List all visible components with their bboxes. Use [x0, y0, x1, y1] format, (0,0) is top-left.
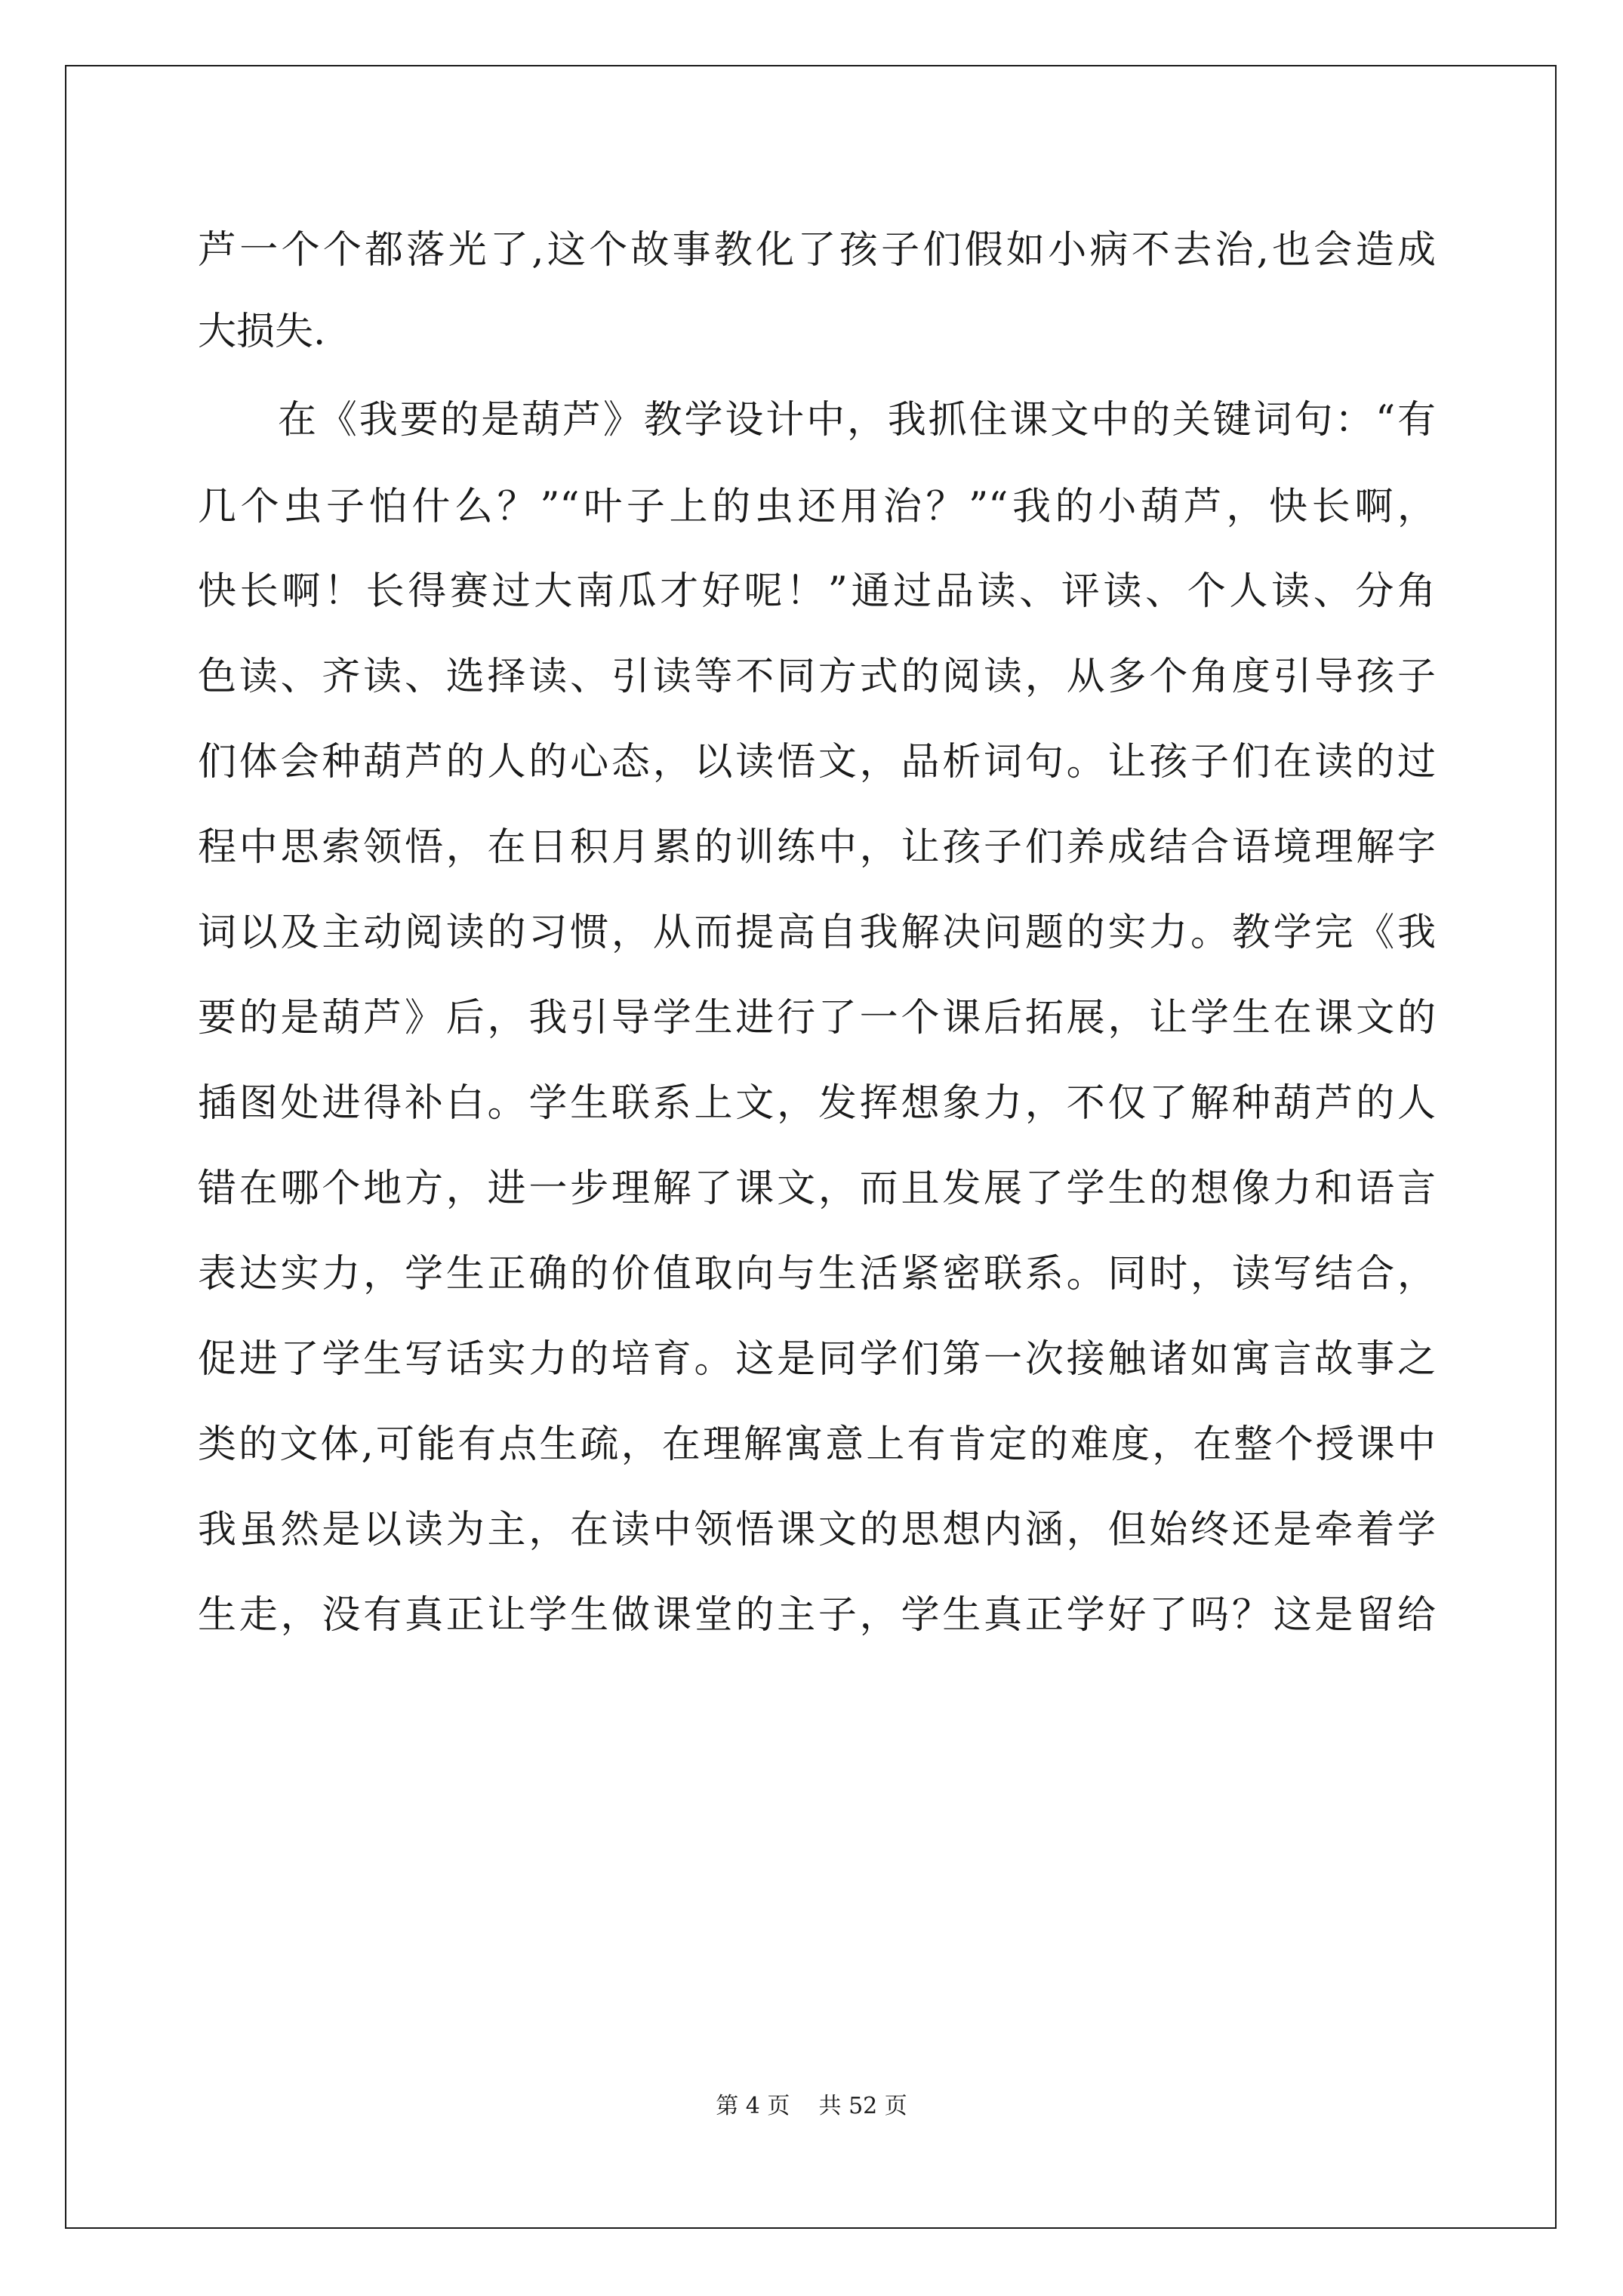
text-line: 大损失. [198, 310, 326, 354]
text-line: 我虽然是以读为主，在读中领悟课文的思想内涵，但始终还是牵着学 [198, 1508, 1436, 1552]
text-line: 色读、齐读、选择读、引读等不同方式的阅读，从多个角度引导孩子 [198, 655, 1436, 699]
text-line: 促进了学生写话实力的培育。这是同学们第一次接触诸如寓言故事之 [198, 1337, 1436, 1382]
text-line: 词以及主动阅读的习惯，从而提高自我解决问题的实力。教学完《我 [198, 911, 1436, 955]
text-line: 们体会种葫芦的人的心态，以读悟文，品析词句。让孩子们在读的过 [198, 740, 1436, 784]
text-line: 类的文体,可能有点生疏，在理解寓意上有肯定的难度，在整个授课中 [198, 1422, 1436, 1467]
paragraph-first-line: 在《我要的是葫芦》教学设计中，我抓住课文中的关键词句：“有 [278, 398, 1436, 442]
text-line: 错在哪个地方，进一步理解了课文，而且发展了学生的想像力和语言 [198, 1166, 1436, 1211]
page-number: 第 4 页 [716, 2093, 790, 2119]
text-line: 程中思索领悟，在日积月累的训练中，让孩子们养成结合语境理解字 [198, 825, 1436, 870]
text-line: 生走，没有真正让学生做课堂的主子，学生真正学好了吗？这是留给 [198, 1593, 1436, 1638]
text-line: 插图处进得补白。学生联系上文，发挥想象力，不仅了解种葫芦的人 [198, 1081, 1436, 1126]
text-line: 芦一个个都落光了,这个故事教化了孩子们假如小病不去治,也会造成 [198, 228, 1436, 273]
page-total: 共 52 页 [818, 2093, 907, 2119]
text-line: 快长啊！长得赛过大南瓜才好呢！”通过品读、评读、个人读、分角 [198, 569, 1436, 614]
page-border [65, 65, 1557, 2229]
text-line: 要的是葫芦》后，我引导学生进行了一个课后拓展，让学生在课文的 [198, 996, 1436, 1040]
text-line: 几个虫子怕什么？”“叶子上的虫还用治？”“我的小葫芦，快长啊， [198, 485, 1436, 529]
text-line: 表达实力，学生正确的价值取向与生活紧密联系。同时，读写结合， [198, 1252, 1436, 1296]
page-footer [0, 2091, 1623, 2122]
